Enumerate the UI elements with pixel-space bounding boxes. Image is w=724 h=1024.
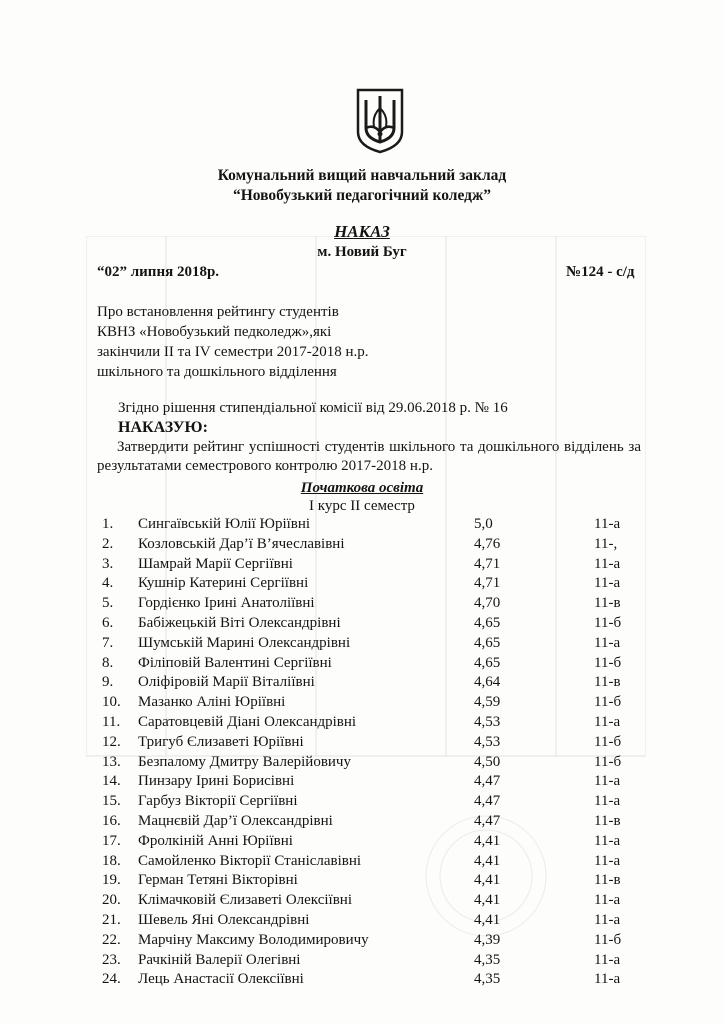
student-name: Шевель Яні Олександрівні [138,911,310,928]
student-group: 11-а [594,951,621,968]
student-name: Філіповій Валентині Сергіївні [138,654,332,671]
list-item [0,753,724,773]
student-number: 1. [102,516,114,532]
student-name: Гарбуз Вікторії Сергіївні [138,793,298,810]
student-group: 11-а [594,832,621,849]
student-number: 21. [102,911,121,928]
list-item [0,792,724,812]
student-number: 19. [102,872,121,889]
student-group: 11-в [594,595,621,612]
student-name: Пинзару Ірині Борисівні [138,773,295,790]
student-number: 3. [102,555,114,572]
student-name: Тригуб Єлизаветі Юріївні [138,733,304,750]
student-group: 11-а [594,634,621,651]
student-number: 14. [102,773,121,790]
student-name: Герман Тетяні Вікторівні [138,872,298,889]
student-group: 11-б [594,694,622,711]
student-number: 10. [102,694,121,711]
list-item [0,733,724,753]
list-item [0,515,724,535]
student-score: 4,47 [474,773,501,790]
student-name: Саратовцевій Діані Олександрівні [138,713,357,730]
list-item [0,812,724,832]
student-number: 9. [102,674,114,691]
student-score: 4,41 [474,872,501,889]
subject-line: Про встановлення рейтингу студентів [97,304,339,320]
list-item [0,951,724,971]
list-item [0,931,724,951]
student-score: 4,47 [474,812,501,829]
student-number: 13. [102,753,121,770]
list-item [0,911,724,931]
student-number: 15. [102,793,121,810]
student-score: 5,0 [474,516,493,532]
student-name: Шамрай Марії Сергіївні [138,555,293,572]
student-score: 4,64 [474,674,501,691]
list-item [0,693,724,713]
student-group: 11-б [594,753,622,770]
student-score: 4,59 [474,694,501,711]
student-list [0,515,724,990]
student-score: 4,65 [474,614,501,631]
list-item [0,852,724,872]
student-group: 11-а [594,971,621,988]
order-text: Затвердити рейтинг успішності студентів шкільного та дошкільного відділень за результатами семестрового контролю 2017-2018 н.р. [97,439,641,474]
student-number: 8. [102,654,114,671]
institution-line-2: “Новобузький педагогічний коледж” [232,187,491,204]
student-group: 11-б [594,733,622,750]
student-name: Мазанко Аліні Юріївні [138,694,286,711]
student-number: 11. [102,713,121,730]
trident-emblem-icon [356,88,404,154]
student-group: 11-а [594,892,621,909]
student-name: Фролкіній Анні Юріївні [138,832,293,849]
student-score: 4,53 [474,713,501,730]
student-name: Лець Анастасії Олексіївні [138,971,304,988]
student-number: 7. [102,634,114,651]
institution-line-1: Комунальний вищий навчальний заклад [217,167,507,184]
student-number: 20. [102,892,121,909]
list-item [0,555,724,575]
order-subject [97,302,369,382]
student-score: 4,41 [474,892,501,909]
student-score: 4,41 [474,852,501,869]
student-score: 4,76 [474,535,501,552]
student-score: 4,47 [474,793,501,810]
subject-line: шкільного та дошкільного відділення [97,364,337,380]
student-score: 4,41 [474,832,501,849]
student-name: Рачкіній Валерії Олегівні [138,951,301,968]
student-score: 4,65 [474,634,501,651]
student-group: 11-а [594,911,621,928]
student-number: 23. [102,951,121,968]
student-score: 4,39 [474,931,501,948]
order-word: НАКАЗУЮ: [118,419,208,436]
student-score: 4,71 [474,575,501,592]
student-number: 5. [102,595,114,612]
student-number: 22. [102,931,121,948]
student-name: Самойленко Вікторії Станіславівні [138,852,362,869]
student-group: 11-б [594,654,622,671]
order-basis: Згідно рішення стипендіальної комісії від 29.06.2018 р. № 16 [118,400,508,416]
student-name: Клімачковій Єлизаветі Олексіївні [138,892,352,909]
list-item [0,772,724,792]
student-group: 11-а [594,516,621,532]
student-group: 11-, [594,535,618,552]
list-item [0,871,724,891]
student-name: Мацнєвій Дар’ї Олександрівні [138,812,333,829]
list-item [0,594,724,614]
student-score: 4,65 [474,654,501,671]
order-date: “02” липня 2018р. [97,264,220,280]
student-number: 4. [102,575,114,592]
student-score: 4,71 [474,555,501,572]
student-number: 24. [102,971,121,988]
list-item [0,713,724,733]
student-name: Козловській Дар’ї В’ячеславівні [138,535,345,552]
student-name: Бабіжецькій Віті Олександрівні [138,614,341,631]
subject-line: КВНЗ «Новобузький педколедж»,які [97,324,332,340]
student-group: 11-а [594,773,621,790]
student-group: 11-а [594,713,621,730]
student-group: 11-б [594,931,622,948]
list-item [0,673,724,693]
list-item [0,614,724,634]
student-number: 12. [102,733,121,750]
list-item [0,634,724,654]
student-name: Безпалому Дмитру Валерійовичу [138,753,351,770]
student-name: Марчіну Максиму Володимировичу [138,931,369,948]
student-group: 11-в [594,812,621,829]
course-title: І курс ІІ семестр [309,498,415,514]
student-group: 11-а [594,852,621,869]
student-name: Оліфіровій Марії Віталіївні [138,674,315,691]
student-group: 11-в [594,872,621,889]
student-score: 4,70 [474,595,501,612]
student-group: 11-а [594,793,621,810]
student-number: 6. [102,614,114,631]
document-title: НАКАЗ [334,222,390,241]
city: м. Новий Буг [317,244,407,260]
student-group: 11-б [594,614,622,631]
subject-line: закінчили ІІ та ІV семестри 2017-2018 н.р. [97,344,369,360]
student-group: 11-в [594,674,621,691]
student-number: 18. [102,852,121,869]
student-number: 17. [102,832,121,849]
student-score: 4,41 [474,911,501,928]
student-score: 4,53 [474,733,501,750]
section-title: Початкова освіта [300,480,424,496]
list-item [0,970,724,990]
student-score: 4,35 [474,951,501,968]
student-score: 4,50 [474,753,501,770]
student-score: 4,35 [474,971,501,988]
student-name: Шумській Марині Олександрівні [138,634,351,651]
list-item [0,535,724,555]
student-group: 11-а [594,575,621,592]
student-number: 2. [102,535,114,552]
student-name: Кушнір Катерині Сергіївні [138,575,309,592]
order-number: №124 - с/д [566,264,635,280]
student-number: 16. [102,812,121,829]
list-item [0,832,724,852]
list-item [0,654,724,674]
student-name: Сингаївській Юлії Юріївні [138,516,311,532]
list-item [0,891,724,911]
list-item [0,574,724,594]
student-group: 11-а [594,555,621,572]
student-name: Гордієнко Ірині Анатоліївні [138,595,315,612]
